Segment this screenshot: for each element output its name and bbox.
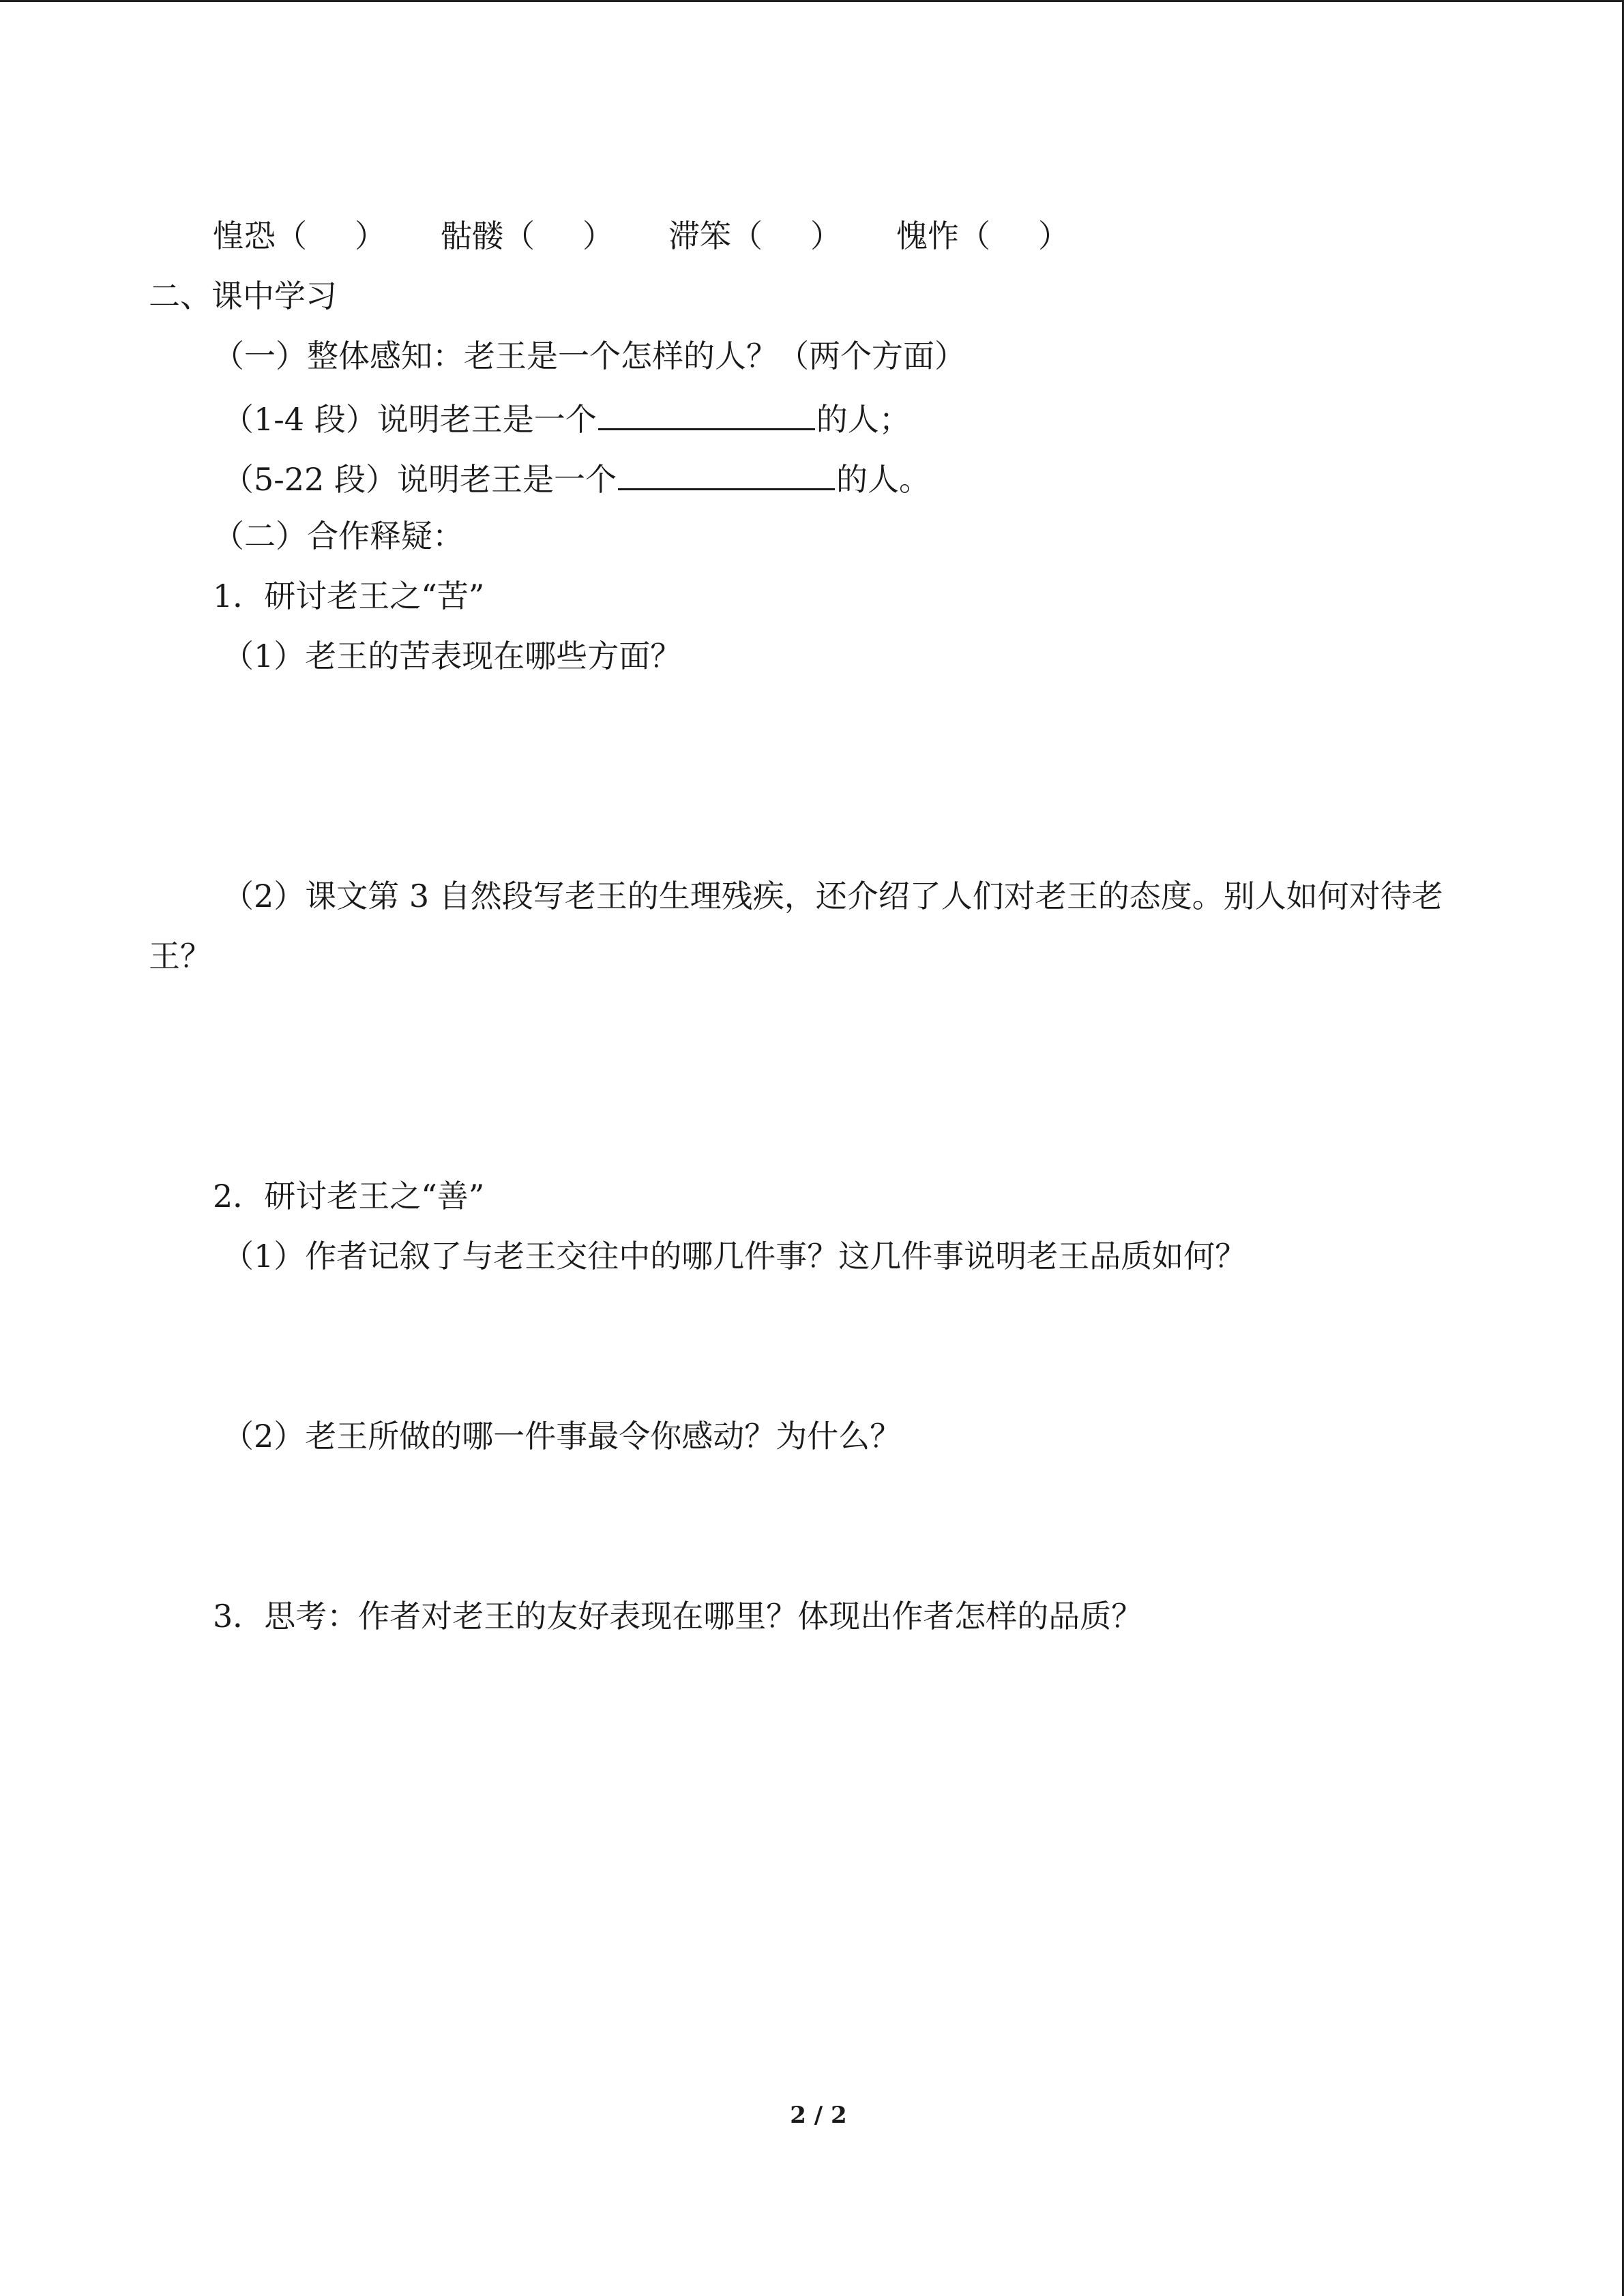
vocab-item: 骷髅（ ） — [441, 218, 614, 254]
question-1-title: 1．研讨老王之“苦” — [213, 578, 485, 614]
vocab-word: 惶恐 — [213, 218, 276, 254]
vocab-word: 愧怍 — [896, 218, 959, 254]
vocab-row — [213, 215, 1124, 256]
page-top-border — [0, 0, 1624, 2]
question-1-2-line1: （2）课文第 3 自然段写老王的生理残疾，还介绍了人们对老王的态度。别人如何对待老 — [222, 878, 1443, 914]
question-2-title: 2．研讨老王之“善” — [213, 1178, 485, 1214]
answer-blank[interactable] — [598, 396, 815, 430]
vocab-item: 惶恐（ ） — [213, 218, 386, 254]
fill-line-1: （1-4 段）说明老王是一个 的人； — [222, 396, 911, 440]
fill-line-2: （5-22 段）说明老王是一个 的人。 — [222, 456, 930, 500]
question-2-1: （1）作者记叙了与老王交往中的哪几件事？这几件事说明老王品质如何？ — [222, 1238, 1247, 1274]
vocab-word: 滞笨 — [668, 218, 731, 254]
part2-heading: （二）合作释疑： — [213, 518, 464, 554]
question-1-1: （1）老王的苦表现在哪些方面？ — [222, 638, 682, 674]
page-number: 2 / 2 — [790, 2102, 847, 2129]
vocab-word: 骷髅 — [441, 218, 503, 254]
answer-blank[interactable] — [618, 456, 835, 490]
part1-heading: （一）整体感知：老王是一个怎样的人？（两个方面） — [213, 338, 966, 374]
vocab-item: 愧怍（ ） — [896, 218, 1069, 254]
section-title: 二、课中学习 — [149, 278, 337, 314]
question-1-2-line2: 王？ — [149, 938, 211, 974]
question-3: 3．思考：作者对老王的友好表现在哪里？体现出作者怎样的品质？ — [213, 1598, 1143, 1635]
vocab-item: 滞笨（ ） — [668, 218, 842, 254]
question-2-2: （2）老王所做的哪一件事最令你感动？为什么？ — [222, 1418, 902, 1455]
